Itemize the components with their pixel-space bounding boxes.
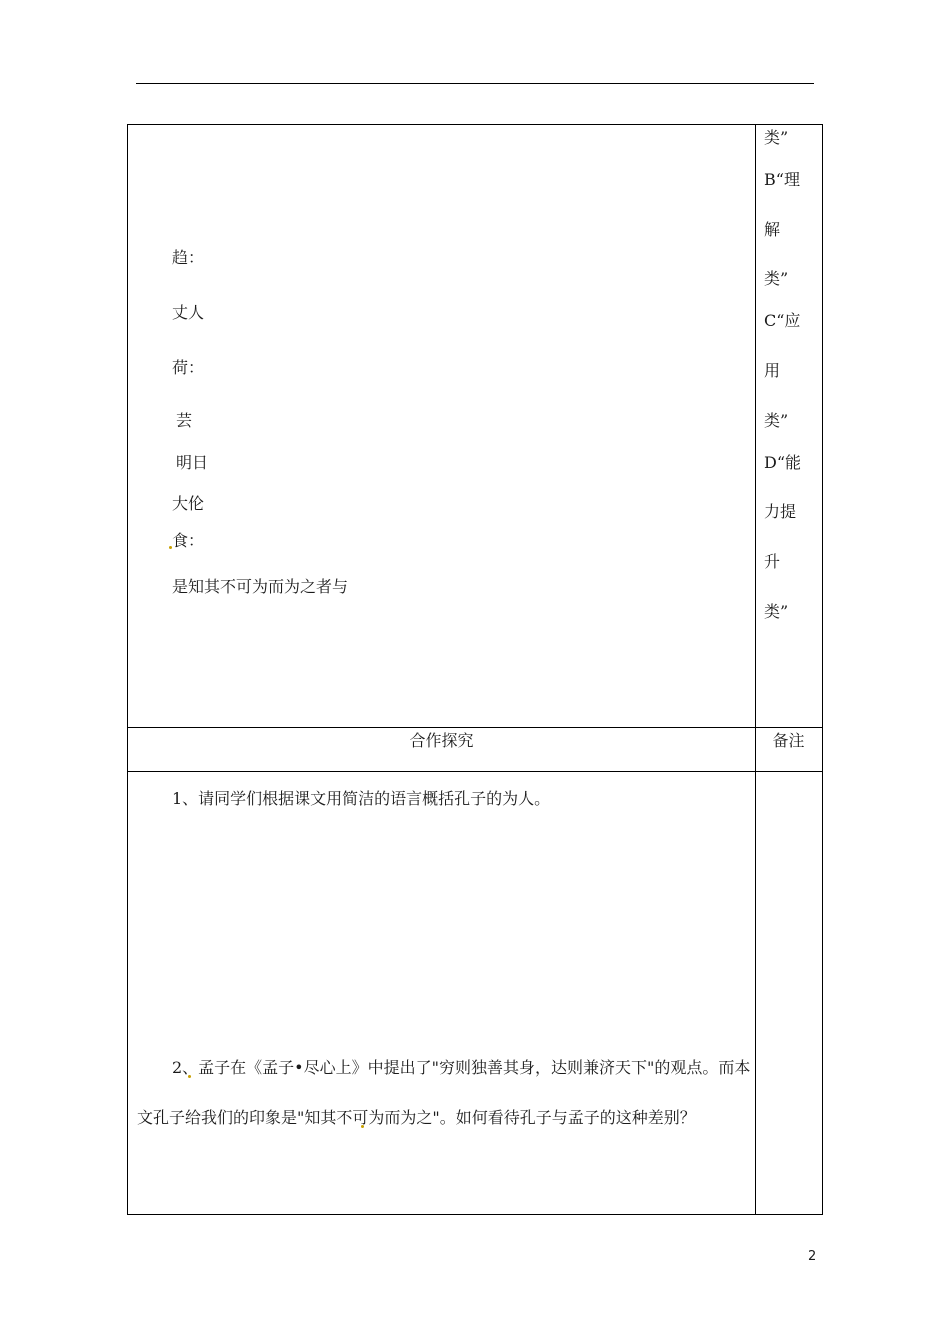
column-divider [755, 125, 756, 1214]
sidebar-line: 用 [764, 361, 781, 380]
sidebar-line: 解 [764, 220, 781, 239]
study-table [127, 124, 823, 1215]
sidebar-line: 力提 [764, 502, 797, 521]
sidebar-line: 类” [764, 128, 789, 147]
sidebar-line: 类” [764, 269, 789, 288]
row-divider-bottom [128, 771, 822, 772]
sidebar-line: 类” [764, 602, 789, 621]
section-title: 合作探究 [409, 731, 474, 750]
sidebar-line: D“能 [764, 453, 802, 472]
question-2-line-1: 2、孟子在《孟子•尽心上》中提出了"穷则独善其身，达则兼济天下"的观点。而本 [172, 1058, 751, 1077]
vocab-item: 是知其不可为而为之者与 [172, 577, 349, 596]
vocab-item: 趋： [172, 248, 205, 267]
vocab-item: 明日 [176, 453, 209, 472]
vocab-item: 大伦 [172, 494, 205, 513]
row-divider-top [128, 727, 822, 728]
page-number: 2 [808, 1249, 817, 1264]
question-2-line-2: 文孔子给我们的印象是"知其不可为而为之"。如何看待孔子与孟子的这种差别？ [137, 1108, 696, 1127]
question-1: 1、请同学们根据课文用简洁的语言概括孔子的为人。 [172, 789, 551, 808]
vocab-item: 荷： [172, 358, 205, 377]
sidebar-line: 升 [764, 552, 781, 571]
sidebar-line: B“理 [764, 170, 800, 189]
header-rule [136, 83, 814, 84]
sidebar-line: C“应 [764, 311, 801, 330]
vocab-item: 芸 [176, 411, 193, 430]
vocab-item: 丈人 [172, 303, 205, 322]
vocab-item: 食： [172, 531, 205, 550]
sidebar-line: 类” [764, 411, 789, 430]
notes-header: 备注 [772, 731, 805, 750]
